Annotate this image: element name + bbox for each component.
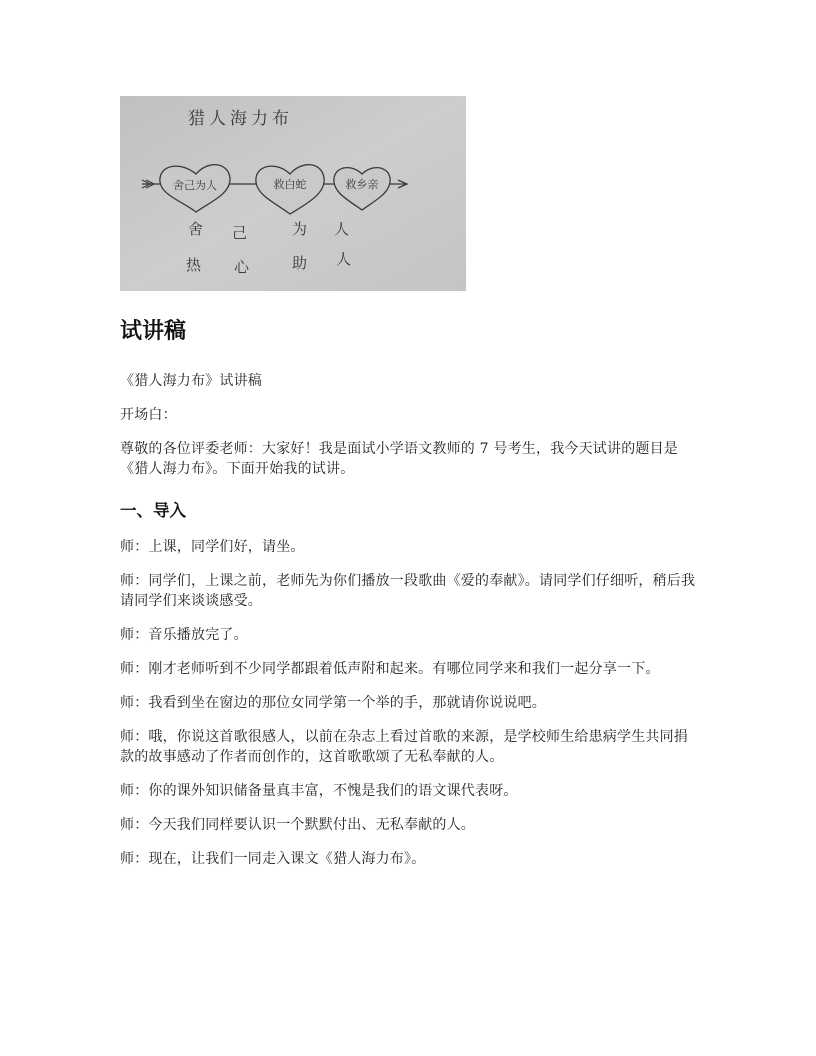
row2-char-4: 人 [336,250,352,268]
dialogue-paragraph: 师：刚才老师听到不少同学都跟着低声附和起来。有哪位同学来和我们一起分享一下。 [120,661,660,677]
heart-label-2: 救白蛇 [273,178,307,191]
dialogue-paragraph: 师：今天我们同样要认识一个默默付出、无私奉献的人。 [120,817,475,833]
row1-char-3: 为 [292,220,308,238]
row1-char-2: 己 [232,224,248,242]
photo-title: 猎人海力布 [188,109,293,129]
opening-paragraph: 尊敬的各位评委老师：大家好！我是面试小学语文教师的 7 号考生，我今天试讲的题目是《猎人海力布》。下面开始我的试讲。 [120,441,679,477]
dialogue-paragraph: 师：同学们，上课之前，老师先为你们播放一段歌曲《爱的奉献》。请同学们仔细听，稍后我请同学们来谈谈感受。 [120,573,696,609]
dialogue-paragraph: 师：上课，同学们好，请坐。 [120,539,305,555]
handwritten-notes-photo [120,96,466,291]
opening-label: 开场白： [120,407,177,423]
section-heading-intro: 一、导入 [120,501,186,520]
subtitle-text: 《猎人海力布》试讲稿 [120,373,262,389]
heart-label-3: 救乡亲 [345,178,379,191]
heart-label-1: 舍己为人 [173,179,217,192]
row2-char-3: 助 [292,254,308,272]
dialogue-paragraph: 师：你的课外知识储备量真丰富，不愧是我们的语文课代表呀。 [120,783,518,799]
row1-char-4: 人 [334,220,350,238]
row2-char-2: 心 [234,258,250,276]
row2-char-1: 热 [186,256,202,274]
dialogue-paragraph: 师：现在，让我们一同走入课文《猎人海力布》。 [120,851,426,867]
dialogue-paragraph: 师：音乐播放完了。 [120,627,248,643]
row1-char-1: 舍 [188,220,204,238]
dialogue-paragraph: 师：哦，你说这首歌很感人，以前在杂志上看过首歌的来源，是学校师生给患病学生共同捐款的故事感动了作者而创作的，这首歌歌颂了无私奉献的人。 [120,729,688,765]
dialogue-paragraph: 师：我看到坐在窗边的那位女同学第一个举的手，那就请你说说吧。 [120,695,546,711]
document-title: 试讲稿 [120,319,187,344]
document-page [120,96,700,869]
